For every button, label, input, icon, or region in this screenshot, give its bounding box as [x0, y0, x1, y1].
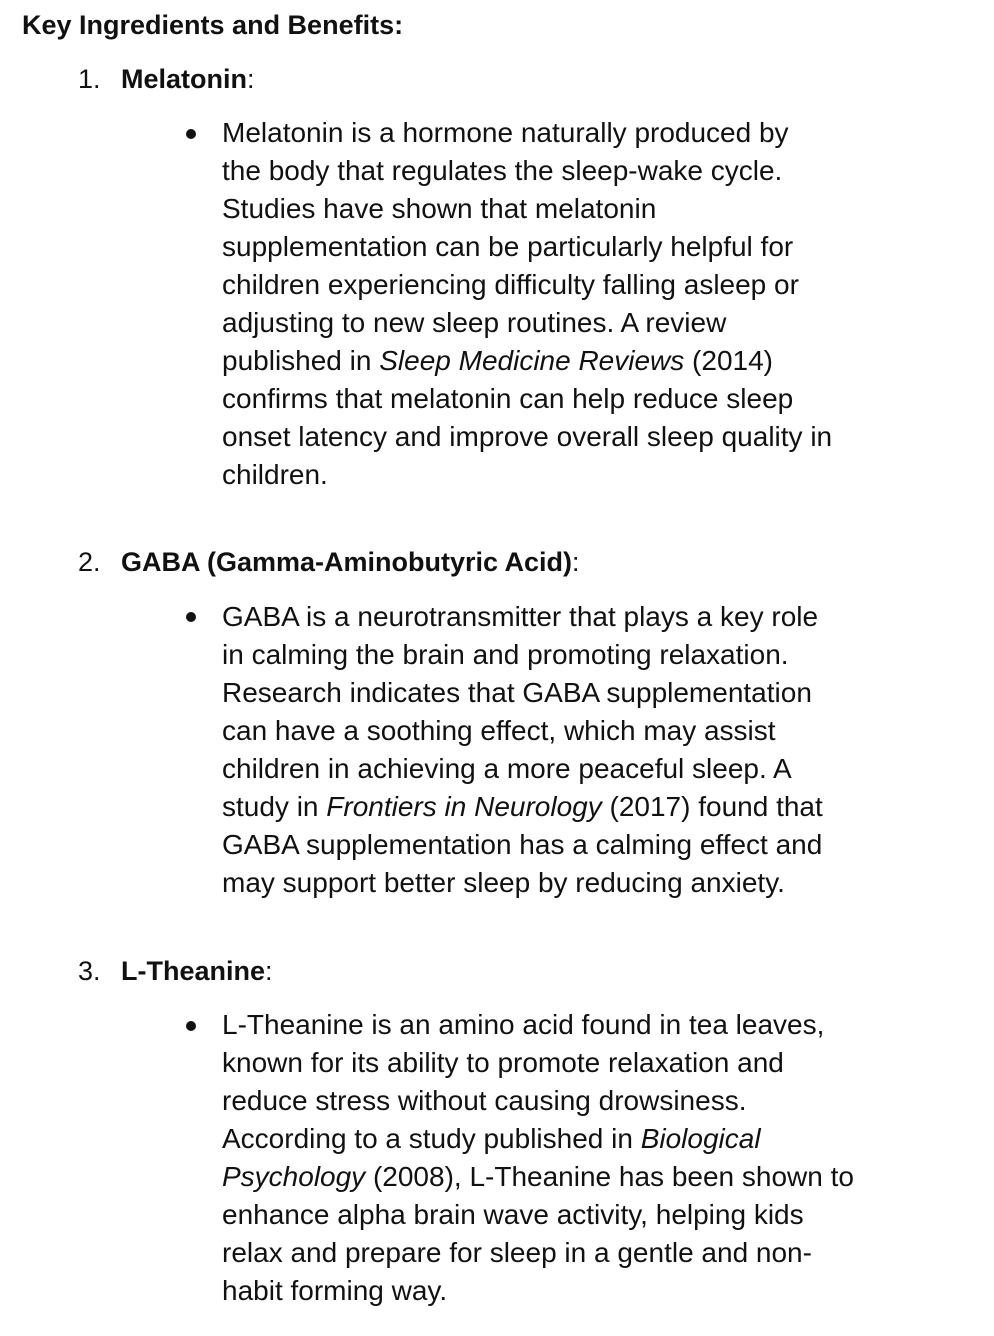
- text-line: [222, 342, 952, 380]
- item-number: 1.: [78, 64, 101, 94]
- citation-title: Frontiers in Neurology: [326, 791, 602, 822]
- item-title-l-theanine: [78, 954, 273, 988]
- bullet-text-gaba: [222, 598, 952, 902]
- text-line: [222, 1272, 952, 1310]
- text-line: [222, 788, 952, 826]
- text-run: in calming the brain and promoting relaxation.: [222, 639, 789, 670]
- item-title-melatonin: [78, 62, 255, 96]
- text-run: GABA supplementation has a calming effect and: [222, 829, 823, 860]
- text-line: [222, 712, 952, 750]
- citation-title: Biological: [640, 1123, 761, 1154]
- text-run: the body that regulates the sleep-wake cycle.: [222, 155, 783, 186]
- item-name: GABA (Gamma-Aminobutyric Acid): [121, 547, 573, 577]
- citation-title: Sleep Medicine Reviews: [379, 345, 685, 376]
- text-line: [222, 750, 952, 788]
- text-run: adjusting to new sleep routines. A review: [222, 307, 727, 338]
- bullet-dot: [186, 129, 196, 139]
- text-line: [222, 266, 952, 304]
- item-number: 2.: [78, 547, 101, 577]
- item-name: L-Theanine: [121, 956, 266, 986]
- text-line: [222, 636, 952, 674]
- text-run: known for its ability to promote relaxation and: [222, 1047, 784, 1078]
- text-line: [222, 826, 952, 864]
- text-run: relax and prepare for sleep in a gentle and non-: [222, 1237, 812, 1268]
- text-run: enhance alpha brain wave activity, helping kids: [222, 1199, 804, 1230]
- bullet-dot: [186, 612, 196, 622]
- text-run: (2014): [684, 345, 773, 376]
- item-suffix: :: [572, 547, 580, 577]
- item-title-gaba: [78, 545, 580, 579]
- text-run: Studies have shown that melatonin: [222, 193, 657, 224]
- text-run: According to a study published in: [222, 1123, 641, 1154]
- bullet-dot: [186, 1021, 196, 1031]
- text-line: [222, 1006, 952, 1044]
- text-line: [222, 1158, 952, 1196]
- section-heading: Key Ingredients and Benefits:: [22, 10, 404, 40]
- text-line: [222, 190, 952, 228]
- text-line: [222, 864, 952, 902]
- text-run: may support better sleep by reducing anxiety.: [222, 867, 785, 898]
- bullet-text-melatonin: [222, 114, 952, 494]
- text-run: onset latency and improve overall sleep quality in: [222, 421, 833, 452]
- text-line: [222, 598, 952, 636]
- item-suffix: :: [265, 956, 273, 986]
- text-run: published in: [222, 345, 380, 376]
- text-line: [222, 1082, 952, 1120]
- text-run: (2008), L-Theanine has been shown to: [365, 1161, 854, 1192]
- text-line: [222, 1044, 952, 1082]
- item-number: 3.: [78, 956, 101, 986]
- text-line: [222, 674, 952, 712]
- text-run: children experiencing difficulty falling asleep or: [222, 269, 799, 300]
- text-run: (2017) found that: [601, 791, 823, 822]
- text-run: can have a soothing effect, which may assist: [222, 715, 776, 746]
- text-line: [222, 304, 952, 342]
- text-line: [222, 1234, 952, 1272]
- item-name: Melatonin: [121, 64, 247, 94]
- text-line: [222, 456, 952, 494]
- text-run: GABA is a neurotransmitter that plays a key role: [222, 601, 819, 632]
- text-line: [222, 228, 952, 266]
- item-suffix: :: [247, 64, 255, 94]
- text-line: [222, 1196, 952, 1234]
- text-run: study in: [222, 791, 327, 822]
- text-run: children.: [222, 459, 328, 490]
- text-run: confirms that melatonin can help reduce sleep: [222, 383, 794, 414]
- text-run: children in achieving a more peaceful sleep. A: [222, 753, 792, 784]
- text-line: [222, 114, 952, 152]
- text-run: Research indicates that GABA supplementation: [222, 677, 812, 708]
- text-line: [222, 152, 952, 190]
- bullet-text-l-theanine: [222, 1006, 952, 1310]
- text-run: supplementation can be particularly helpful for: [222, 231, 794, 262]
- text-run: Melatonin is a hormone naturally produced by: [222, 117, 789, 148]
- text-run: reduce stress without causing drowsiness.: [222, 1085, 747, 1116]
- text-run: L-Theanine is an amino acid found in tea leaves,: [222, 1009, 825, 1040]
- text-line: [222, 1120, 952, 1158]
- text-run: habit forming way.: [222, 1275, 448, 1306]
- citation-title: Psychology: [222, 1161, 366, 1192]
- text-line: [222, 380, 952, 418]
- text-line: [222, 418, 952, 456]
